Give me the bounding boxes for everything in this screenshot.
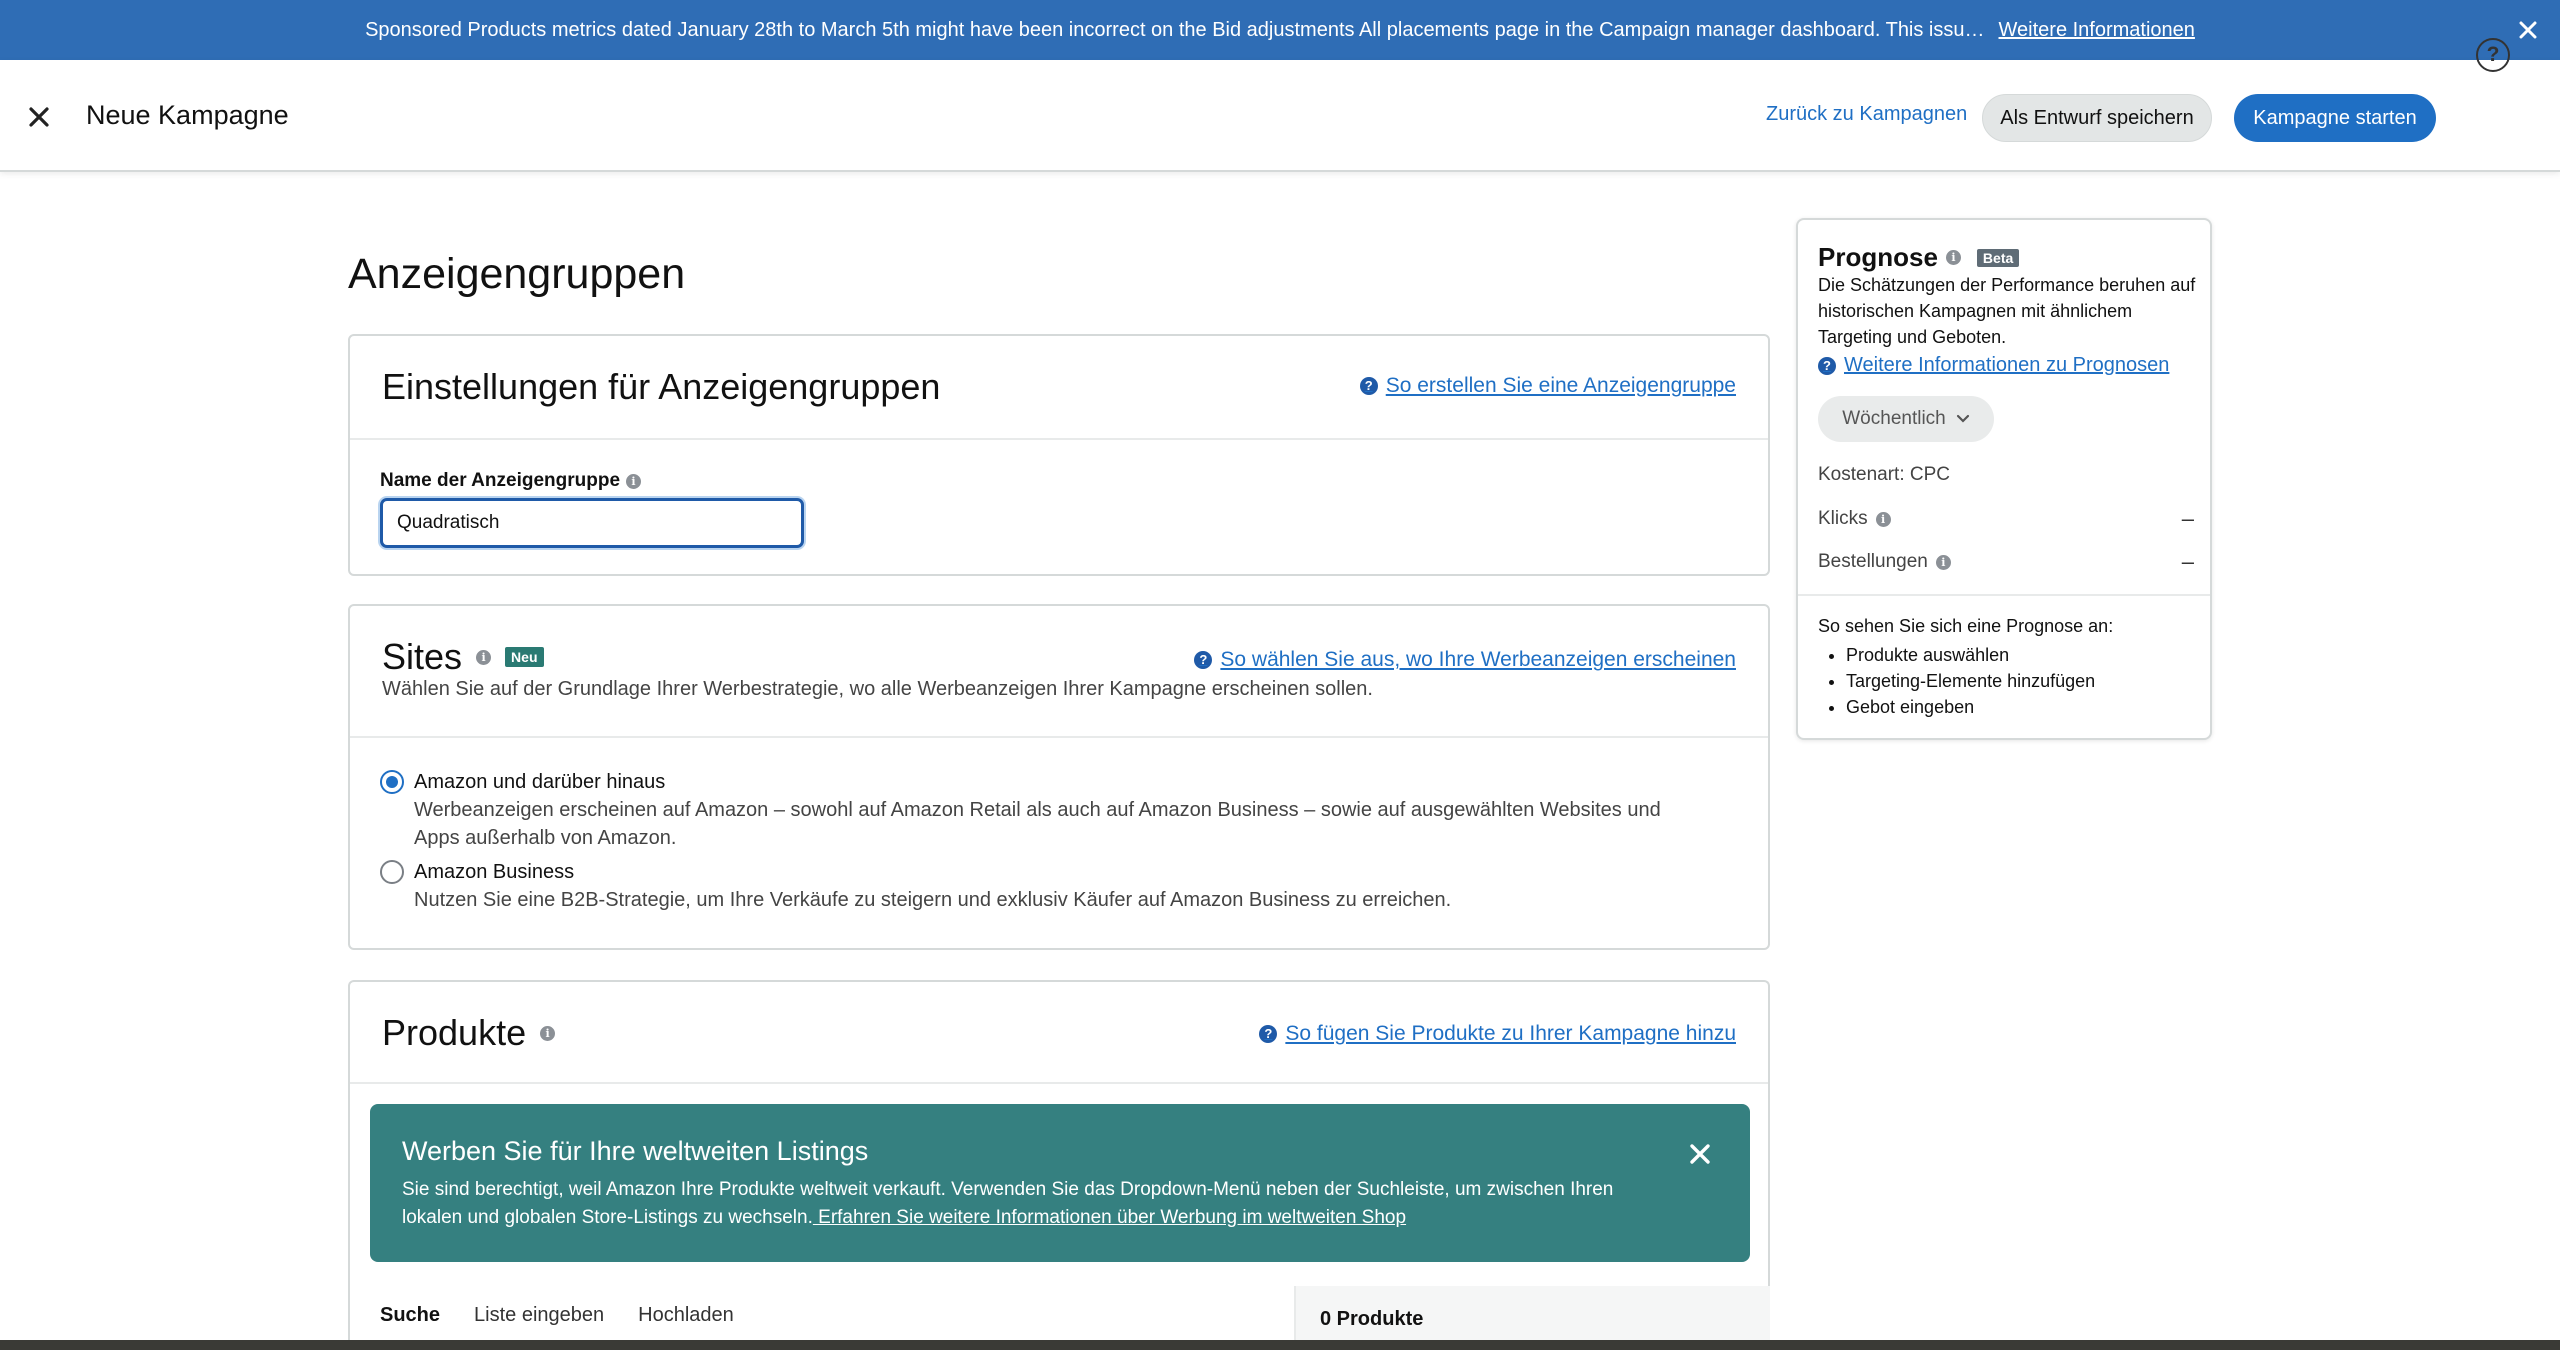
metric-label: Bestellungen [1818,551,1928,572]
question-icon: ? [1194,651,1212,669]
forecast-period-dropdown[interactable] [1818,396,1994,442]
help-link-label[interactable]: So wählen Sie aus, wo Ihre Werbeanzeigen erscheinen [1220,648,1736,671]
info-icon[interactable]: i [476,650,491,665]
field-label-text: Name der Anzeigengruppe [380,470,621,491]
option-label: Amazon Business [414,861,575,883]
help-link-label[interactable]: So erstellen Sie eine Anzeigengruppe [1385,374,1736,397]
products-card [348,980,1770,1350]
page-header-title: Neue Kampagne [86,100,289,130]
card-header [350,606,1768,738]
metric-label: Klicks [1818,508,1868,529]
radio-button[interactable] [380,860,404,884]
forecast-title-row [1818,242,2019,273]
sites-subtitle: Wählen Sie auf der Grundlage Ihrer Werbestrategie, wo alle Werbeanzeigen Ihrer Kampagne erscheinen sollen. [382,678,1373,700]
option-description: Nutzen Sie eine B2B-Strategie, um Ihre Verkäufe zu steigern und exklusiv Käufer auf Amazon Business zu erreichen. [414,889,1452,911]
cost-type-text: Kostenart: CPC [1818,464,1950,485]
list-item: • Gebot eingeben [1846,694,2095,720]
ad-group-settings-card [348,334,1770,576]
forecast-link-label[interactable]: Weitere Informationen zu Prognosen [1844,354,2170,376]
list-item: • Produkte auswählen [1846,642,2095,668]
site-option-amazon-and-beyond[interactable] [380,770,1674,852]
list-item: • Targeting-Elemente hinzufügen [1846,668,2095,694]
question-icon: ? [1259,1025,1277,1043]
forecast-panel [1796,218,2212,740]
campaign-header [0,60,2560,172]
tab-search[interactable]: Suche [380,1304,441,1326]
notification-banner [0,0,2560,60]
tab-upload[interactable]: Hochladen [638,1304,734,1326]
forecast-steps-list [1846,642,2095,720]
window-bottom-edge [0,1340,2560,1350]
promo-text [402,1176,1642,1232]
help-icon[interactable]: ? [2476,38,2510,72]
sites-card [348,604,1770,950]
info-icon[interactable]: i [1876,512,1891,527]
info-icon[interactable]: i [540,1026,555,1041]
banner-more-link[interactable]: Weitere Informationen [1998,18,2195,41]
product-tabs [380,1304,734,1327]
back-to-campaigns-link[interactable]: Zurück zu Kampagnen [1766,103,1968,125]
option-description: Werbeanzeigen erscheinen auf Amazon – sowohl auf Amazon Retail als auch auf Amazon Business – sowie auf ausgewählten Websites und Apps außerhalb von Amazon. [414,799,1661,849]
launch-campaign-button[interactable]: Kampagne starten [2234,94,2436,142]
new-badge: Neu [505,647,543,667]
card-header [350,336,1768,440]
info-icon[interactable]: i [626,474,641,489]
forecast-learn-more-link[interactable] [1818,354,2169,377]
question-icon: ? [1818,357,1836,375]
sites-title-row [382,636,544,678]
chevron-down-icon [1956,408,1970,430]
card-header [350,982,1768,1084]
add-products-help-link[interactable] [1259,1022,1736,1046]
ad-group-name-input[interactable] [380,498,804,548]
page-title: Anzeigengruppen [348,250,686,298]
forecast-metric-row [1818,549,2194,575]
metric-value: – [2181,506,2194,531]
banner-message: Sponsored Products metrics dated January 28th to March 5th might have been incorrect on the Bid adjustments All placements page in the Campaign manager dashboard. This issu… [365,18,1985,41]
forecast-description: Die Schätzungen der Performance beruhen auf historischen Kampagnen mit ähnlichem Targeting und Geboten. [1818,275,2196,347]
sites-help-link[interactable] [1194,648,1736,672]
products-title-row [382,1012,555,1054]
help-link-label[interactable]: So fügen Sie Produkte zu Ihrer Kampagne hinzu [1285,1022,1736,1045]
ad-group-name-label [380,470,641,492]
promo-body: Sie sind berechtigt, weil Amazon Ihre Produkte weltweit verkauft. Verwenden Sie das Dropdown-Menü neben der Suchleiste, um zwischen Ihren lokalen und globalen Store-Listings zu wechseln. [402,1179,1614,1228]
banner-close-icon[interactable] [2512,14,2544,46]
promo-title: Werben Sie für Ihre weltweiten Listings [402,1136,869,1166]
products-count: 0 Produkte [1320,1308,1424,1330]
promo-learn-more-link[interactable]: Erfahren Sie weitere Informationen über Werbung im weltweiten Shop [812,1207,1407,1228]
divider [1798,594,2210,596]
question-icon: ? [1360,377,1378,395]
period-value: Wöchentlich [1842,408,1946,429]
radio-button-selected[interactable] [380,770,404,794]
settings-card-title: Einstellungen für Anzeigengruppen [382,366,941,407]
promo-close-icon[interactable] [1688,1142,1714,1168]
info-icon[interactable]: i [1946,250,1961,265]
forecast-how-title: So sehen Sie sich eine Prognose an: [1818,616,2114,636]
option-label: Amazon und darüber hinaus [414,771,666,793]
products-card-title: Produkte [382,1012,527,1053]
beta-badge: Beta [1977,249,2019,267]
forecast-cost-type [1818,464,2194,486]
forecast-metric-row [1818,506,2194,532]
sites-card-title: Sites [382,636,463,677]
save-draft-button[interactable]: Als Entwurf speichern [1982,94,2212,142]
close-icon[interactable] [22,100,56,134]
info-icon[interactable]: i [1936,555,1951,570]
forecast-title: Prognose [1818,242,1938,272]
tab-enter-list[interactable]: Liste eingeben [474,1304,605,1326]
global-listings-promo [370,1104,1750,1262]
site-option-amazon-business[interactable] [380,860,1674,914]
metric-value: – [2181,549,2194,574]
create-ad-group-help-link[interactable] [1360,374,1736,398]
